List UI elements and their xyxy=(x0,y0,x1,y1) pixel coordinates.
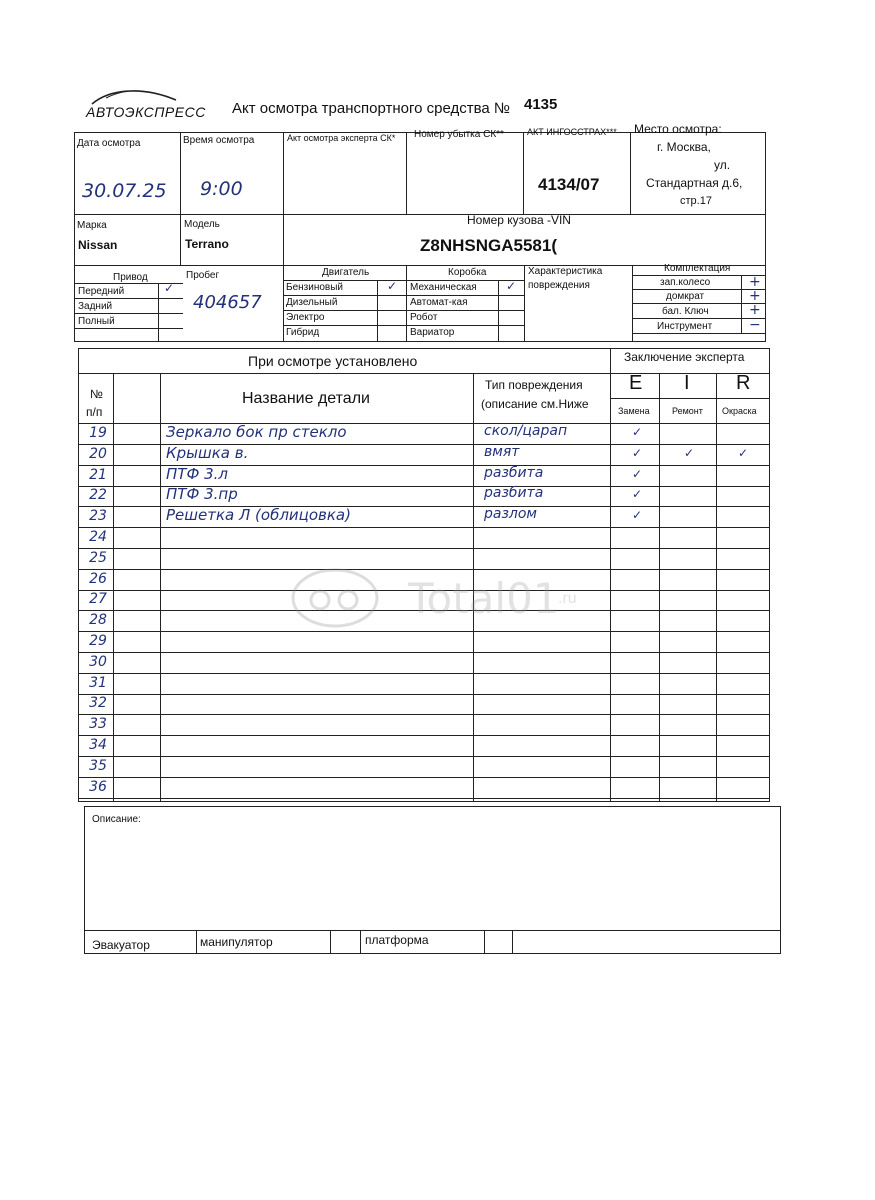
model-label: Модель xyxy=(184,219,220,230)
date-value[interactable]: 30.07.25 xyxy=(82,180,167,202)
paint-label: Окраска xyxy=(722,406,757,416)
mileage-label: Пробег xyxy=(186,270,220,281)
row-divider xyxy=(78,527,770,528)
row-number: 19 xyxy=(89,425,107,441)
row-number: 36 xyxy=(89,779,107,795)
row-number: 29 xyxy=(89,633,107,649)
row-divider xyxy=(78,735,770,736)
row-check-e[interactable]: ✓ xyxy=(632,467,643,481)
make-label: Марка xyxy=(77,220,107,231)
gearbox-manual-check[interactable]: ✓ xyxy=(506,279,517,293)
gearbox-cvt: Вариатор xyxy=(410,327,455,338)
row-number: 22 xyxy=(89,487,107,503)
place-line-4: стр.17 xyxy=(680,195,712,207)
equip-jack: домкрат xyxy=(666,291,705,302)
repair-label: Ремонт xyxy=(672,406,703,416)
inspection-title: При осмотре установлено xyxy=(248,353,418,369)
equip-spare-wheel: зап.колесо xyxy=(660,277,711,288)
evacuator-label: Эвакуатор xyxy=(92,938,150,952)
equip-tools: Инструмент xyxy=(657,321,713,332)
row-check-e[interactable]: ✓ xyxy=(632,425,643,439)
equip-wheel-wrench: бал. Ключ xyxy=(662,306,709,317)
ingos-value: 4134/07 xyxy=(538,175,600,194)
row-damage-type[interactable]: разбита xyxy=(484,465,544,481)
row-divider xyxy=(78,569,770,570)
row-number: 34 xyxy=(89,737,107,753)
row-part-name[interactable]: Решетка Л (облицовка) xyxy=(166,506,351,524)
row-damage-type[interactable]: разлом xyxy=(484,506,537,522)
ingos-label: АКТ ИНГОССТРАХ*** xyxy=(527,127,617,137)
damage-characteristic-label: Характеристика повреждения xyxy=(528,266,603,291)
equip-wrench-mark[interactable]: + xyxy=(749,302,761,318)
row-number: 28 xyxy=(89,612,107,628)
watermark-suffix: .ru xyxy=(558,590,577,607)
row-divider xyxy=(78,777,770,778)
letter-e: E xyxy=(629,372,643,394)
damage-header-1: Тип повреждения xyxy=(485,378,583,392)
place-line-2: ул. xyxy=(714,158,731,172)
date-label: Дата осмотра xyxy=(77,138,141,149)
conclusion-title: Заключение эксперта xyxy=(624,350,745,364)
num-header-1: № xyxy=(90,387,103,401)
row-part-name[interactable]: Зеркало бок пр стекло xyxy=(166,423,347,441)
equipment-header: Комплектация xyxy=(664,263,731,274)
engine-diesel: Дизельный xyxy=(286,297,338,308)
vin-label: Номер кузова -VIN xyxy=(467,213,571,227)
watermark xyxy=(290,560,577,635)
equip-tools-mark[interactable]: − xyxy=(749,317,761,333)
model-value: Terrano xyxy=(185,237,229,251)
drive-full: Полный xyxy=(78,316,115,327)
drive-front: Передний xyxy=(78,286,125,297)
row-number: 24 xyxy=(89,529,107,545)
description-label: Описание: xyxy=(92,814,141,825)
row-number: 35 xyxy=(89,758,107,774)
row-damage-type[interactable]: вмят xyxy=(484,444,520,460)
drive-header: Привод xyxy=(113,272,148,283)
drive-rear: Задний xyxy=(78,301,113,312)
part-header: Название детали xyxy=(242,390,370,407)
evacuator-platform: платформа xyxy=(365,933,429,947)
row-number: 23 xyxy=(89,508,107,524)
row-divider xyxy=(78,673,770,674)
row-number: 27 xyxy=(89,591,107,607)
row-number: 31 xyxy=(89,675,107,691)
time-value[interactable]: 9:00 xyxy=(200,178,243,200)
row-number: 33 xyxy=(89,716,107,732)
row-number: 21 xyxy=(89,467,107,483)
place-line-1: г. Москва, xyxy=(657,140,711,154)
row-check-r[interactable]: ✓ xyxy=(738,446,749,460)
place-label: Место осмотра: xyxy=(634,122,722,136)
replace-label: Замена xyxy=(618,406,650,416)
row-part-name[interactable]: Крышка в. xyxy=(166,444,249,462)
row-divider xyxy=(78,652,770,653)
loss-number-label: Номер убытка СК** xyxy=(414,129,504,140)
engine-petrol-check[interactable]: ✓ xyxy=(387,279,398,293)
equip-spare-wheel-mark[interactable]: + xyxy=(749,274,761,290)
gearbox-auto: Автомат-кая xyxy=(410,297,468,308)
gearbox-header: Коробка xyxy=(448,267,487,278)
letter-r: R xyxy=(736,372,751,394)
row-number: 30 xyxy=(89,654,107,670)
watermark-text: Total01 xyxy=(408,574,560,623)
row-divider xyxy=(78,631,770,632)
page-title: Акт осмотра транспортного средства № xyxy=(232,100,511,117)
damage-header-2: (описание см.Ниже xyxy=(481,397,589,411)
row-number: 25 xyxy=(89,550,107,566)
row-divider xyxy=(78,798,770,799)
logo-text: АВТОЭКСПРЕСС xyxy=(86,104,206,120)
engine-electric: Электро xyxy=(286,312,325,323)
drive-front-check[interactable]: ✓ xyxy=(164,281,175,295)
make-value: Nissan xyxy=(78,238,118,252)
row-check-e[interactable]: ✓ xyxy=(632,487,643,501)
engine-petrol: Бензиновый xyxy=(286,282,343,293)
mileage-value[interactable]: 404657 xyxy=(193,292,262,313)
row-part-name[interactable]: ПТФ 3.л xyxy=(166,465,229,483)
row-check-i[interactable]: ✓ xyxy=(684,446,695,460)
row-divider xyxy=(78,548,770,549)
vin-value: Z8NHSNGA5581( xyxy=(420,236,557,255)
watermark-cloud-icon xyxy=(290,560,380,630)
row-check-e[interactable]: ✓ xyxy=(632,446,643,460)
row-damage-type[interactable]: скол/царап xyxy=(484,423,568,439)
row-damage-type[interactable]: разбита xyxy=(484,485,544,501)
company-logo xyxy=(86,86,206,126)
row-divider xyxy=(78,756,770,757)
evacuator-manipulator: манипулятор xyxy=(200,935,273,949)
time-label: Время осмотра xyxy=(183,135,255,146)
expert-act-label: Акт осмотра эксперта СК* xyxy=(287,133,396,143)
gearbox-manual: Механическая xyxy=(410,282,477,293)
description-box xyxy=(84,806,781,954)
equip-jack-mark[interactable]: + xyxy=(749,288,761,304)
row-divider xyxy=(78,714,770,715)
place-line-3: Стандартная д.6, xyxy=(646,176,743,190)
row-part-name[interactable]: ПТФ 3.пр xyxy=(166,485,238,503)
engine-hybrid: Гибрид xyxy=(286,327,320,338)
row-divider xyxy=(78,694,770,695)
row-check-e[interactable]: ✓ xyxy=(632,508,643,522)
num-header-2: п/п xyxy=(86,405,103,419)
engine-header: Двигатель xyxy=(322,267,370,278)
letter-i: I xyxy=(684,372,690,394)
row-number: 20 xyxy=(89,446,107,462)
gearbox-robot: Робот xyxy=(410,312,438,323)
row-number: 26 xyxy=(89,571,107,587)
row-number: 32 xyxy=(89,695,107,711)
act-number: 4135 xyxy=(524,96,558,113)
